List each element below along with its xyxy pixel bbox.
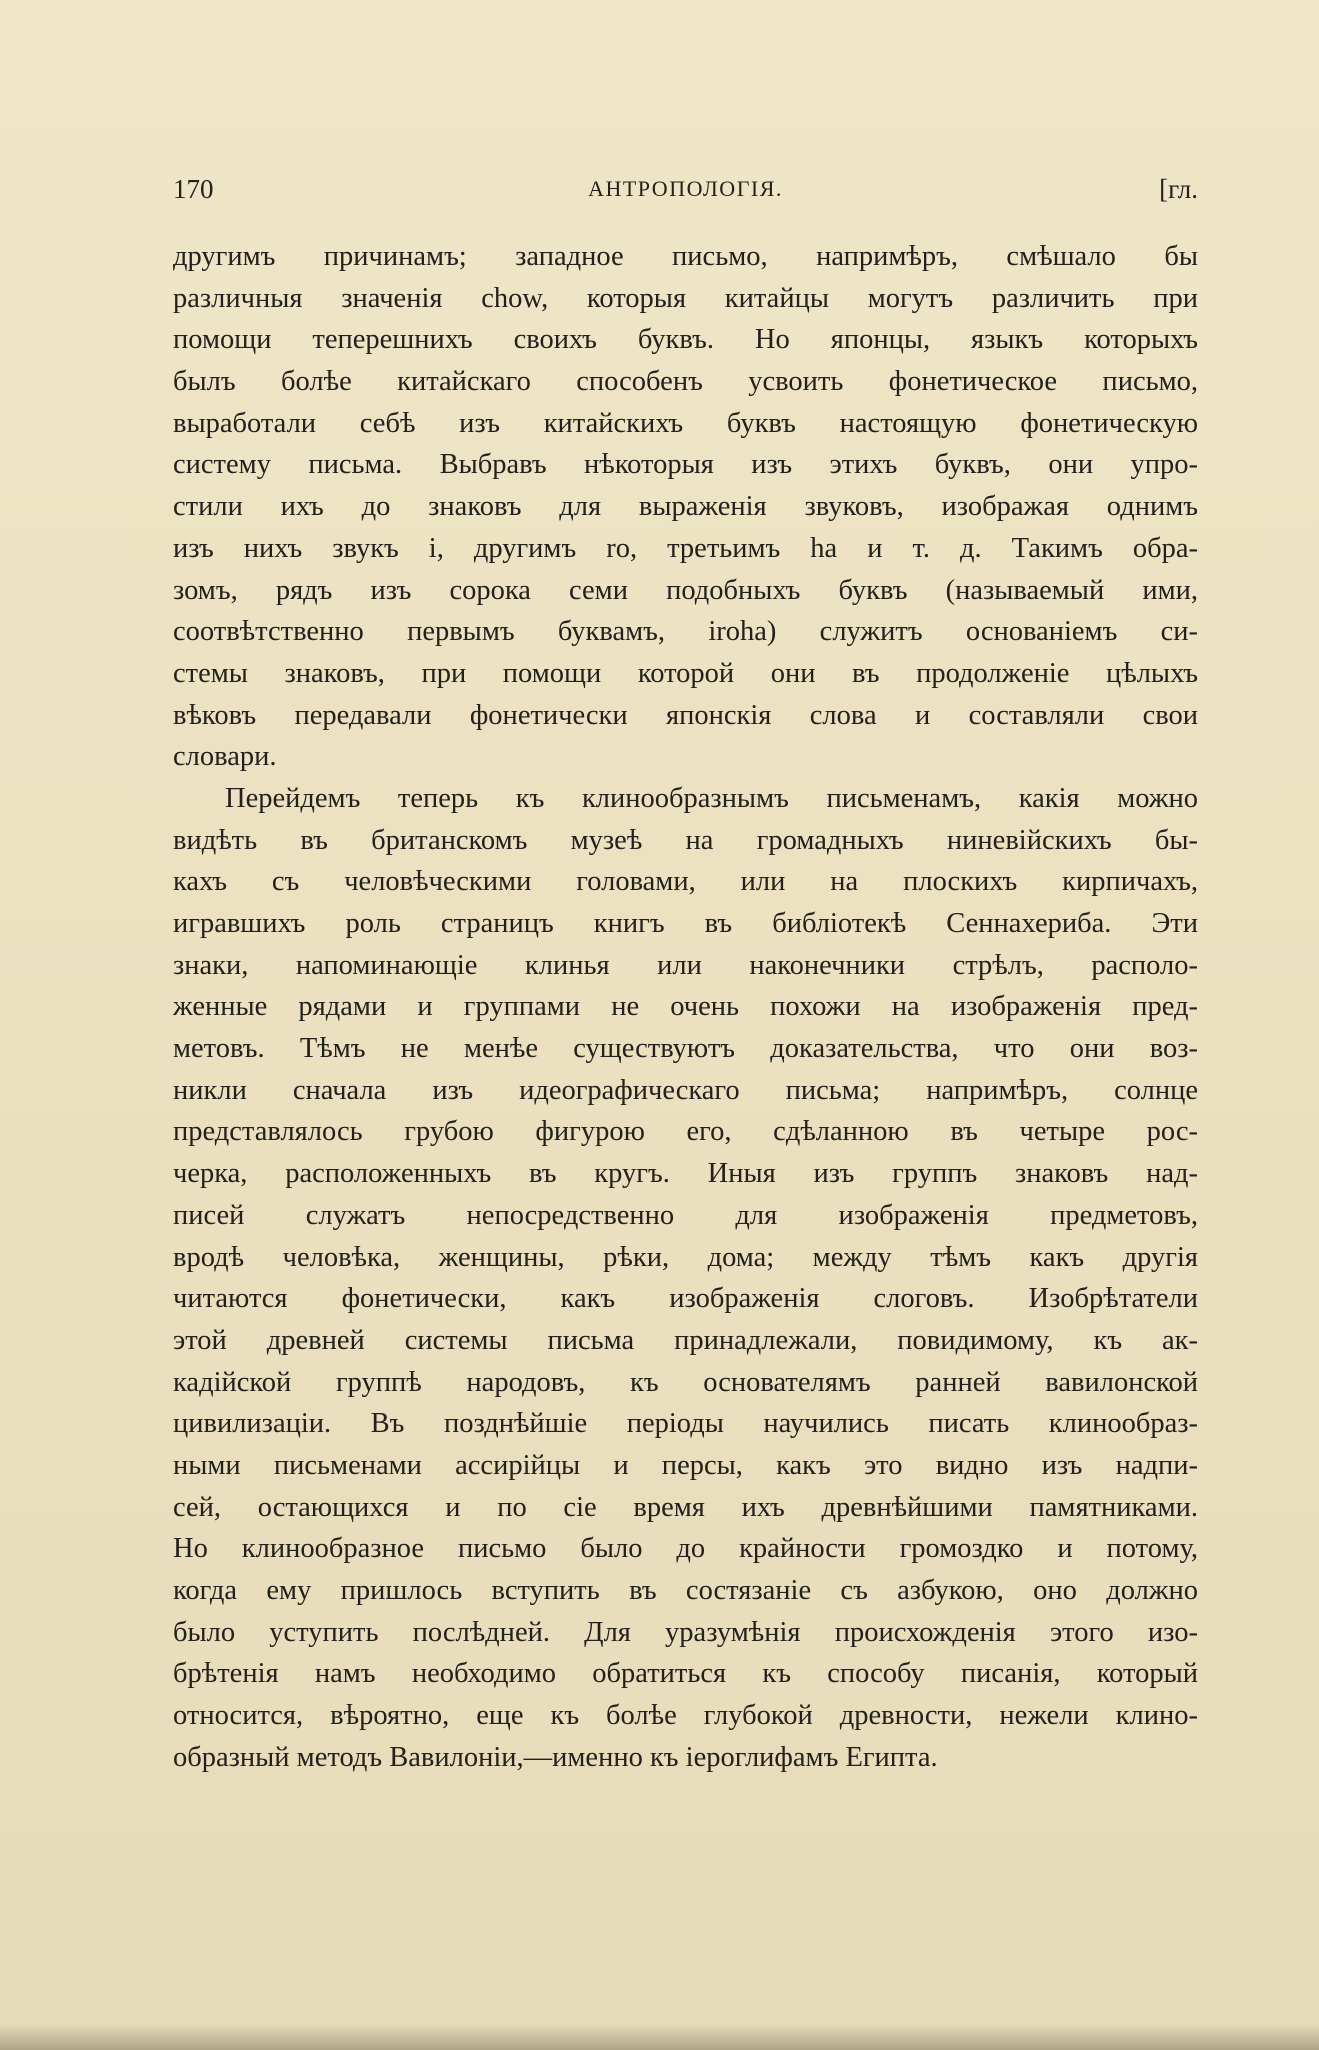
text-line: вродѣ человѣка, женщины, рѣки, дома; между тѣмъ какъ другія xyxy=(173,1241,1198,1273)
text-line: этой древней системы письма принадлежали, повидимому, къ ак- xyxy=(173,1324,1198,1356)
text-line: стемы знаковъ, при помощи которой они въ продолженіе цѣлыхъ xyxy=(173,657,1198,689)
text-line: игравшихъ роль страницъ книгъ въ библіотекѣ Сеннахериба. Эти xyxy=(173,908,1198,939)
text-line: было уступить послѣдней. Для уразумѣнія происхожденія этого изо- xyxy=(173,1616,1198,1648)
text-line: относится, вѣроятно, еще къ болѣе глубокой древности, нежели клино- xyxy=(173,1700,1198,1732)
page-number: 170 xyxy=(173,174,214,204)
text-line: выработали себѣ изъ китайскихъ буквъ настоящую фонетическую xyxy=(173,407,1198,439)
text-line: стили ихъ до знаковъ для выраженія звуковъ, изображая однимъ xyxy=(173,491,1198,523)
text-line: брѣтенія намъ необходимо обратиться къ способу писанія, который xyxy=(173,1658,1198,1690)
text-line: читаются фонетически, какъ изображенія слоговъ. Изобрѣтатели xyxy=(173,1283,1198,1315)
text-line: соотвѣтственно первымъ буквамъ, іroha) служитъ основаніемъ си- xyxy=(173,616,1198,648)
text-line: представлялось грубою фигурою его, сдѣланною въ четыре рос- xyxy=(173,1116,1198,1148)
text-line: Но клинообразное письмо было до крайности громоздко и потому, xyxy=(173,1533,1198,1565)
text-line: цивилизаціи. Въ позднѣйшіе періоды научились писать клинообраз- xyxy=(173,1408,1198,1440)
page-header xyxy=(173,166,1198,212)
paragraph-2 xyxy=(173,778,1198,1779)
text-line: зомъ, рядъ изъ сорока семи подобныхъ буквъ (называемый ими, xyxy=(173,574,1198,606)
text-line: помощи теперешнихъ своихъ буквъ. Но японцы, языкъ которыхъ xyxy=(173,324,1198,356)
text-line: метовъ. Тѣмъ не менѣе существуютъ доказательства, что они воз- xyxy=(173,1033,1198,1065)
text-line: изъ нихъ звукъ і, другимъ ro, третьимъ ha и т. д. Такимъ обра- xyxy=(173,532,1198,564)
chapter-mark: [гл. xyxy=(1159,174,1198,204)
text-line: женные рядами и группами не очень похожи на изображенія пред- xyxy=(173,991,1198,1023)
text-line: Перейдемъ теперь къ клинообразнымъ письменамъ, какія можно xyxy=(225,782,1198,814)
running-title: АНТРОПОЛОГІЯ. xyxy=(588,176,783,201)
text-line: писей служатъ непосредственно для изображенія предметовъ, xyxy=(173,1199,1198,1231)
text-line: ными письменами ассирійцы и персы, какъ это видно изъ надпи- xyxy=(173,1449,1198,1481)
text-line: когда ему пришлось вступить въ состязаніе съ азбукою, оно должно xyxy=(173,1575,1198,1606)
text-line: видѣть въ британскомъ музеѣ на громадныхъ ниневійскихъ бы- xyxy=(173,824,1198,856)
text-line: сей, остающихся и по сіе время ихъ древнѣйшими памятниками. xyxy=(173,1491,1198,1523)
page-edge-shadow xyxy=(0,2024,1319,2050)
paragraph-1 xyxy=(173,236,1198,778)
text-line: словари. xyxy=(173,741,277,773)
body-text xyxy=(173,236,1198,1778)
text-line: кадійской группѣ народовъ, къ основателямъ ранней вавилонской xyxy=(173,1366,1198,1398)
text-line: никли сначала изъ идеографическаго письма; напримѣръ, солнце xyxy=(173,1074,1198,1106)
text-line: систему письма. Выбравъ нѣкоторыя изъ этихъ буквъ, они упро- xyxy=(173,449,1198,481)
text-line: черка, расположенныхъ въ кругъ. Иныя изъ группъ знаковъ над- xyxy=(173,1158,1198,1190)
text-line: другимъ причинамъ; западное письмо, напримѣръ, смѣшало бы xyxy=(173,241,1198,272)
text-line: былъ болѣе китайскаго способенъ усвоить фонетическое письмо, xyxy=(173,366,1198,398)
text-line: кахъ съ человѣческими головами, или на плоскихъ кирпичахъ, xyxy=(173,866,1198,898)
text-line: вѣковъ передавали фонетически японскія слова и составляли свои xyxy=(173,699,1198,731)
text-line: различныя значенія chow, которыя китайцы могутъ различить при xyxy=(173,282,1198,314)
text-line: знаки, напоминающіе клинья или наконечники стрѣлъ, располо- xyxy=(173,949,1198,981)
text-line: образный методъ Вавилоніи,—именно къ іероглифамъ Египта. xyxy=(173,1741,938,1773)
